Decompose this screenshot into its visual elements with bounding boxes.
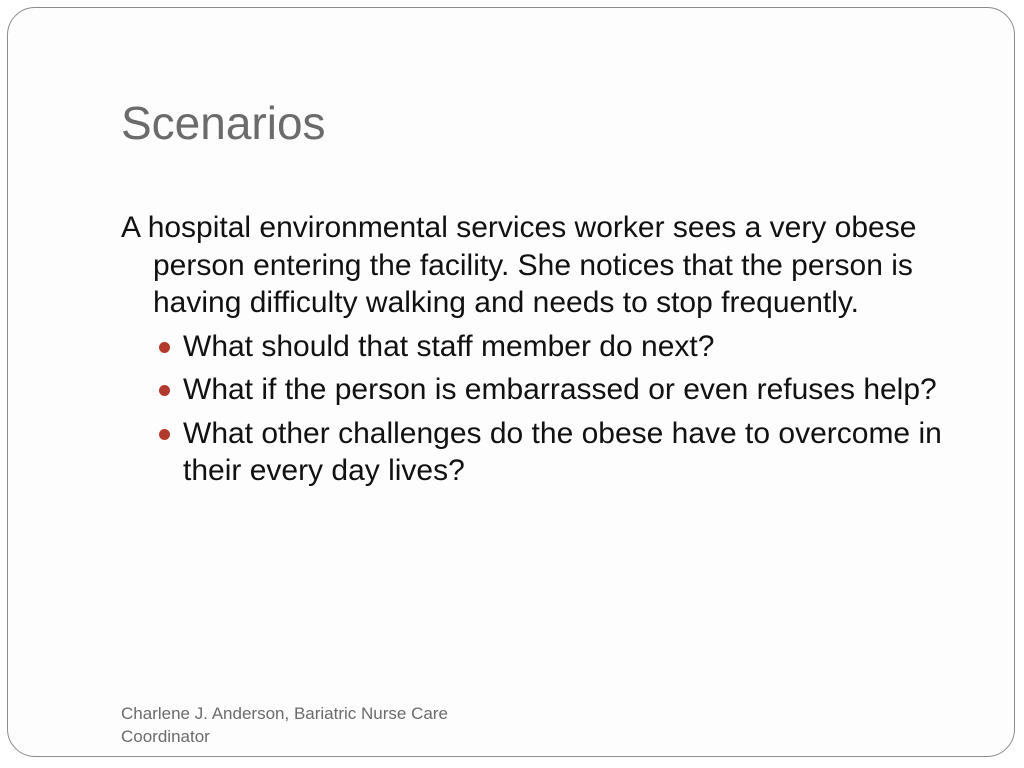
bullet-text: What if the person is embarrassed or even refuses help? — [183, 373, 937, 406]
question-list — [121, 328, 961, 490]
bullet-text: What other challenges do the obese have to overcome in their every day lives? — [183, 416, 942, 487]
list-item — [121, 371, 961, 409]
list-item — [121, 415, 961, 490]
slide-frame — [7, 7, 1015, 757]
bullet-text: What should that staff member do next? — [183, 329, 715, 363]
scenario-paragraph: A hospital environmental services worker sees a very obese person entering the facility. She notices that the person is having difficulty walking and needs to stop frequently. — [121, 211, 917, 319]
slide-body — [121, 209, 961, 496]
slide-footer: Charlene J. Anderson, Bariatric Nurse Care Coordinator — [121, 704, 448, 746]
list-item — [121, 328, 961, 366]
bullet-dot-icon — [159, 429, 170, 440]
bullet-dot-icon — [159, 385, 170, 396]
slide-title: Scenarios — [121, 97, 326, 149]
bullet-dot-icon — [159, 342, 170, 353]
